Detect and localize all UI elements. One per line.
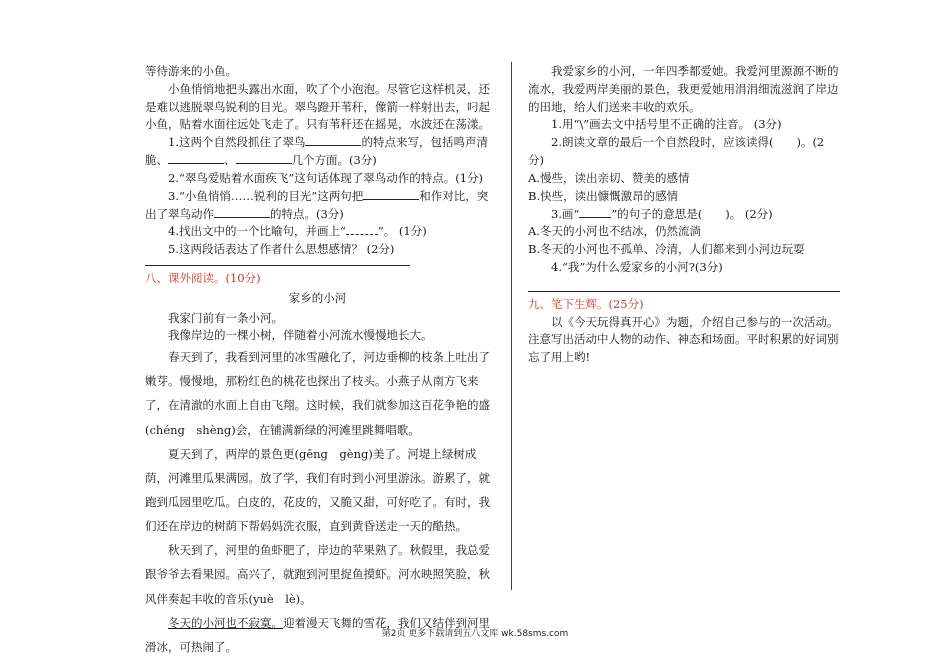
question-1: 1.用“\”画去文中括号里不正确的注音。 (3分): [551, 117, 782, 132]
paragraph: 我像岸边的一棵小树，伴随着小河流水慢慢地长大。: [168, 328, 433, 343]
option-b: B.快些，读出慷慨激昂的感情: [528, 188, 679, 203]
question-1: 1.这两个自然段抓住了翠鸟 的特点来写，包括鸣声清脆、 、 几个方面。(3分): [145, 135, 488, 168]
answer-blank[interactable]: [236, 152, 292, 164]
column-divider: [511, 62, 512, 590]
answer-line[interactable]: [528, 291, 840, 292]
paragraph: 冬天的小河也不寂寞。迎着漫天飞舞的雪花，我们又结伴到河里滑冰，可热闹了。: [145, 615, 490, 654]
writing-prompt: 以《今天玩得真开心》为题，介绍自己参与的一次活动。注意写出活动中人物的动作、神态和场面。平时积累的好词别忘了用上哟!: [528, 314, 839, 365]
paragraph: 小鱼悄悄地把头露出水面，吹了个小泡泡。尽管它这样机灵，还是难以逃脱翠鸟锐利的目光。翠鸟蹬开苇秆，像箭一样射出去，叼起小鱼，贴着水面往远处飞走了。只有苇秆还在摇晃，水波还在荡漾。: [145, 81, 490, 132]
answer-blank[interactable]: [214, 206, 270, 218]
question-5: 5.这两段话表达了作者什么思想感情？ (2分): [168, 242, 395, 257]
paragraph: 我爱家乡的小河，一年四季都爱她。我爱河里源源不断的流水，我爱两岸美丽的景色，我更爱她用涓涓细流滋润了岸边的田地，给人们送来丰收的欢乐。: [528, 64, 839, 114]
question-4: 4.找出文中的一个比喻句，并画上“ ”。 (1分): [168, 224, 427, 239]
right-column: [528, 63, 840, 367]
wavy-line-sample: [346, 223, 378, 235]
paragraph: 我家门前有一条小河。: [168, 310, 283, 325]
question-4: 4.“我”为什么爱家乡的小河?(3分): [551, 259, 723, 274]
passage-title: 家乡的小河: [288, 290, 347, 305]
option-b: B.冬天的小河也不孤单、冷清，人们都来到小河边玩耍: [528, 242, 805, 257]
question-2: 2.“翠鸟爱贴着水面疾飞”这句话体现了翠鸟动作的特点。(1分): [168, 170, 484, 185]
underline-sample: [579, 206, 611, 218]
underlined-sentence: 冬天的小河也不寂寞。: [168, 615, 283, 630]
option-a: A.慢些，读出亲切、赞美的感情: [528, 170, 690, 185]
page-footer: 第2页 更多下载请到五八文库 wk.58sms.com: [381, 629, 569, 639]
section-8-heading: 八、课外阅读。(10分): [145, 270, 261, 285]
paragraph: 秋天到了，河里的鱼虾肥了，岸边的苹果熟了。秋假里，我总爱跟爷爷去看果园。高兴了，就跑到河里捉鱼摸虾。河水映照笑脸，秋风伴奏起丰收的音乐(yuè lè)。: [145, 543, 490, 606]
question-2: 2.朗读文章的最后一个自然段时，应该读得( )。(2分): [528, 135, 825, 168]
answer-blank[interactable]: [168, 152, 224, 164]
paragraph: 春天到了，我看到河里的冰雪融化了，河边垂柳的枝条上吐出了嫩芽。慢慢地，那粉红色的桃花也探出了枝头。小燕子从南方飞来了，在清澈的水面上自由飞翔。这时候，我们就参加这百花争艳的盛(chéng shèng)会，在铺满新绿的河滩里跳舞唱歌。: [145, 350, 490, 437]
question-3: 3.“小鱼悄悄……锐利的目光”这两句把 和作对比，突出了翠鸟动作 的特点。(3分): [145, 188, 489, 221]
text-line: 等待游来的小鱼。: [145, 64, 237, 78]
answer-blank[interactable]: [363, 188, 419, 200]
answer-blank[interactable]: [305, 134, 361, 146]
paragraph: 夏天到了，两岸的景色更(gēng gèng)美了。河堤上绿树成荫，河滩里瓜果满园。放了学，我们有时到小河里游泳。游累了，就跑到瓜园里吃瓜。白皮的，花皮的，又脆又甜，可好吃了。有时，我们还在岸边的树荫下帮妈妈洗衣服，直到黄昏送走一天的酷热。: [145, 446, 490, 534]
question-3: 3.画“ ”的句子的意思是( )。 (2分): [551, 206, 773, 221]
answer-line[interactable]: [145, 265, 410, 266]
section-9-heading: 九、笔下生辉。(25分): [528, 296, 644, 311]
option-a: A.冬天的小河也不结冰，仍然流淌: [528, 224, 701, 239]
left-column: [145, 63, 490, 659]
